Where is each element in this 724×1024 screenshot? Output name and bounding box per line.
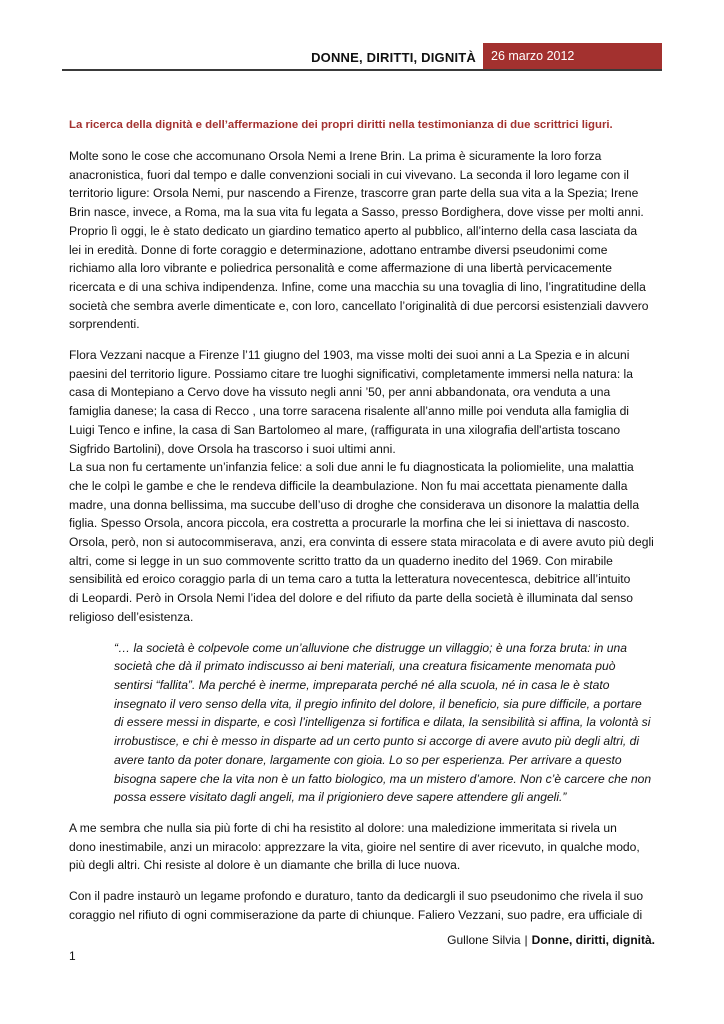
paragraph-4 xyxy=(69,819,656,875)
text-line: territorio ligure: Orsola Nemi, pur nascendo a Firenze, trascorre gran parte della sua vita a la Spezia; Irene xyxy=(69,186,639,201)
text-line: A me sembra che nulla sia più forte di chi ha resistito al dolore: una maledizione immeritata si rivela un xyxy=(69,820,617,835)
quote-line: sentirsi “fallita”. Ma perché è inerme, impreparata perché né alla scuola, né in casa le è stato xyxy=(114,677,610,692)
text-line: dono inestimabile, anzi un miracolo: apprezzare la vita, gioire nel sentire di aver ricevuto, in qualche modo, xyxy=(69,839,640,854)
text-line: ricercata e di una schiva indipendenza. Infine, come una macchia su una tovaglia di lino, l’ingratitudine della xyxy=(69,279,646,294)
quote-line: di essere messi in disparte, e così l’intelligenza si fortifica e dilata, la sensibilità si affina, la volontà si xyxy=(114,715,651,730)
text-line: Con il padre instaurò un legame profondo e duraturo, tanto da dedicargli il suo pseudonimo che rivela il suo xyxy=(69,889,644,904)
text-line: Proprio lì oggi, le è stato dedicato un giardino tematico aperto al pubblico, all’interno della casa lasciata da xyxy=(69,223,638,238)
text-line: altri, come si legge in un suo commovente scritto tratto da un quaderno inedito del 1969. Con mirabile xyxy=(69,553,613,568)
page-number: 1 xyxy=(69,949,76,963)
text-line: richiamo alla loro vibrante e poliedrica personalità e come affermazione di una libertà pervicacemente xyxy=(69,261,612,276)
text-line: sensibilità ed eroico coraggio parla di un tema caro a tutta la letteratura novecentesca, debitrice all’intuito xyxy=(69,572,631,587)
footer-author: Gullone Silvia xyxy=(447,933,521,947)
block-quote xyxy=(114,639,656,807)
text-line: casa di Montepiano a Cervo dove ha vissuto negli anni ’50, per anni abbandonata, ora venduta a una xyxy=(69,385,611,400)
lead-paragraph: La ricerca della dignità e dell’affermazione dei propri diritti nella testimonianza di due scrittrici liguri. xyxy=(69,119,613,131)
text-line: Brin nasce, invece, a Roma, ma la sua vita fu legata a Sasso, presso Bordighera, dove visse per molti anni. xyxy=(69,205,644,220)
text-line: madre, una donna bellissima, ma succube dell’uso di droghe che considerava un disonore la malattia della xyxy=(69,497,640,512)
quote-line: insegnato il vero senso della vita, il pregio infinito del dolore, il beneficio, sia pure difficile, a portare xyxy=(114,696,642,711)
quote-line: società che dà il primato indiscusso ai beni materiali, una creatura fisicamente menomata può xyxy=(114,659,616,674)
footer-separator: | xyxy=(524,933,528,947)
text-line: sorprendenti. xyxy=(69,317,140,332)
document-title: DONNE, DIRITTI, DIGNITÀ xyxy=(311,50,476,65)
text-line: che le colpì le gambe e che le rendeva difficile la deambulazione. Non fu mai accettata pienamente dalla xyxy=(69,478,628,493)
text-line: società che sembra averle dimenticate e, con loro, cancellato l’originalità di due percorsi esistenziali davvero xyxy=(69,298,649,313)
page-footer xyxy=(447,933,655,947)
text-line: anacronistica, fuori dal tempo e dalle convenzioni sociali in cui vivevano. La seconda il loro legame con il xyxy=(69,167,629,182)
text-line: Molte sono le cose che accomunano Orsola Nemi a Irene Brin. La prima è sicuramente la loro forza xyxy=(69,149,602,163)
document-body xyxy=(69,116,656,936)
text-line: paesini del territorio ligure. Possiamo citare tre luoghi significativi, completamente immersi nella natura: la xyxy=(69,366,633,381)
footer-document-title: Donne, diritti, dignità. xyxy=(531,933,655,947)
paragraph-3 xyxy=(69,458,656,626)
text-line: famiglia danese; la casa di Recco , una torre saracena risalente all’anno mille poi venduta alla famiglia di xyxy=(69,404,629,419)
text-line: religioso dell’esistenza. xyxy=(69,609,194,624)
text-line: figlia. Spesso Orsola, ancora piccola, era costretta a procurarle la morfina che lei si iniettava di nascosto. xyxy=(69,516,630,531)
paragraph-2 xyxy=(69,346,656,458)
paragraph-1 xyxy=(69,147,656,334)
text-line: coraggio nel rifiuto di ogni commiserazione da parte di chiunque. Faliero Vezzani, suo padre, era ufficiale di xyxy=(69,907,643,922)
date-badge: 26 marzo 2012 xyxy=(483,43,662,70)
text-line: Sigfrido Bartolini), dove Orsola ha trascorso i suoi ultimi anni. xyxy=(69,441,396,456)
quote-line: “… la società è colpevole come un’alluvione che distrugge un villaggio; è una forza bruta: in una xyxy=(114,640,627,655)
header-rule xyxy=(62,69,662,71)
text-line: di Leopardi. Però in Orsola Nemi l’idea del dolore e del rifiuto da parte della società è illuminata dal senso xyxy=(69,591,634,606)
paragraph-5 xyxy=(69,887,656,924)
quote-line: irrobustisce, e chi è messo in disparte ad un certo punto si accorge di avere avuto più degli altri, di xyxy=(114,734,640,749)
quote-line: bisogna sapere che la vita non è un fatto biologico, ma un mistero d’amore. Non c’è carcere che non xyxy=(114,771,652,786)
text-line: più degli altri. Chi resiste al dolore è un diamante che brilla di luce nuova. xyxy=(69,858,461,873)
text-line: La sua non fu certamente un’infanzia felice: a soli due anni le fu diagnosticata la poliomielite, una malattia xyxy=(69,460,634,475)
text-line: Luigi Tenco e infine, la casa di San Bartolomeo al mare, (raffigurata in una xilografia dell'artista toscano xyxy=(69,422,621,437)
text-line: lei in eredità. Donne di forte coraggio e determinazione, adottano entrambe diversi pseudonimi come xyxy=(69,242,608,257)
page-header xyxy=(0,0,724,80)
quote-line: possa essere visitato dagli angeli, ma il prigioniero deve sapere attendere gli angeli.” xyxy=(114,790,567,805)
text-line: Orsola, però, non si autocommiserava, anzi, era convinta di essere stata miracolata e di avere avuto più degli xyxy=(69,535,654,550)
text-line: Flora Vezzani nacque a Firenze l’11 giugno del 1903, ma visse molti dei suoi anni a La Spezia e in alcuni xyxy=(69,348,630,363)
quote-line: avere tanto da poter donare, largamente con gioia. Lo so per esperienza. Per arrivare a questo xyxy=(114,752,622,767)
